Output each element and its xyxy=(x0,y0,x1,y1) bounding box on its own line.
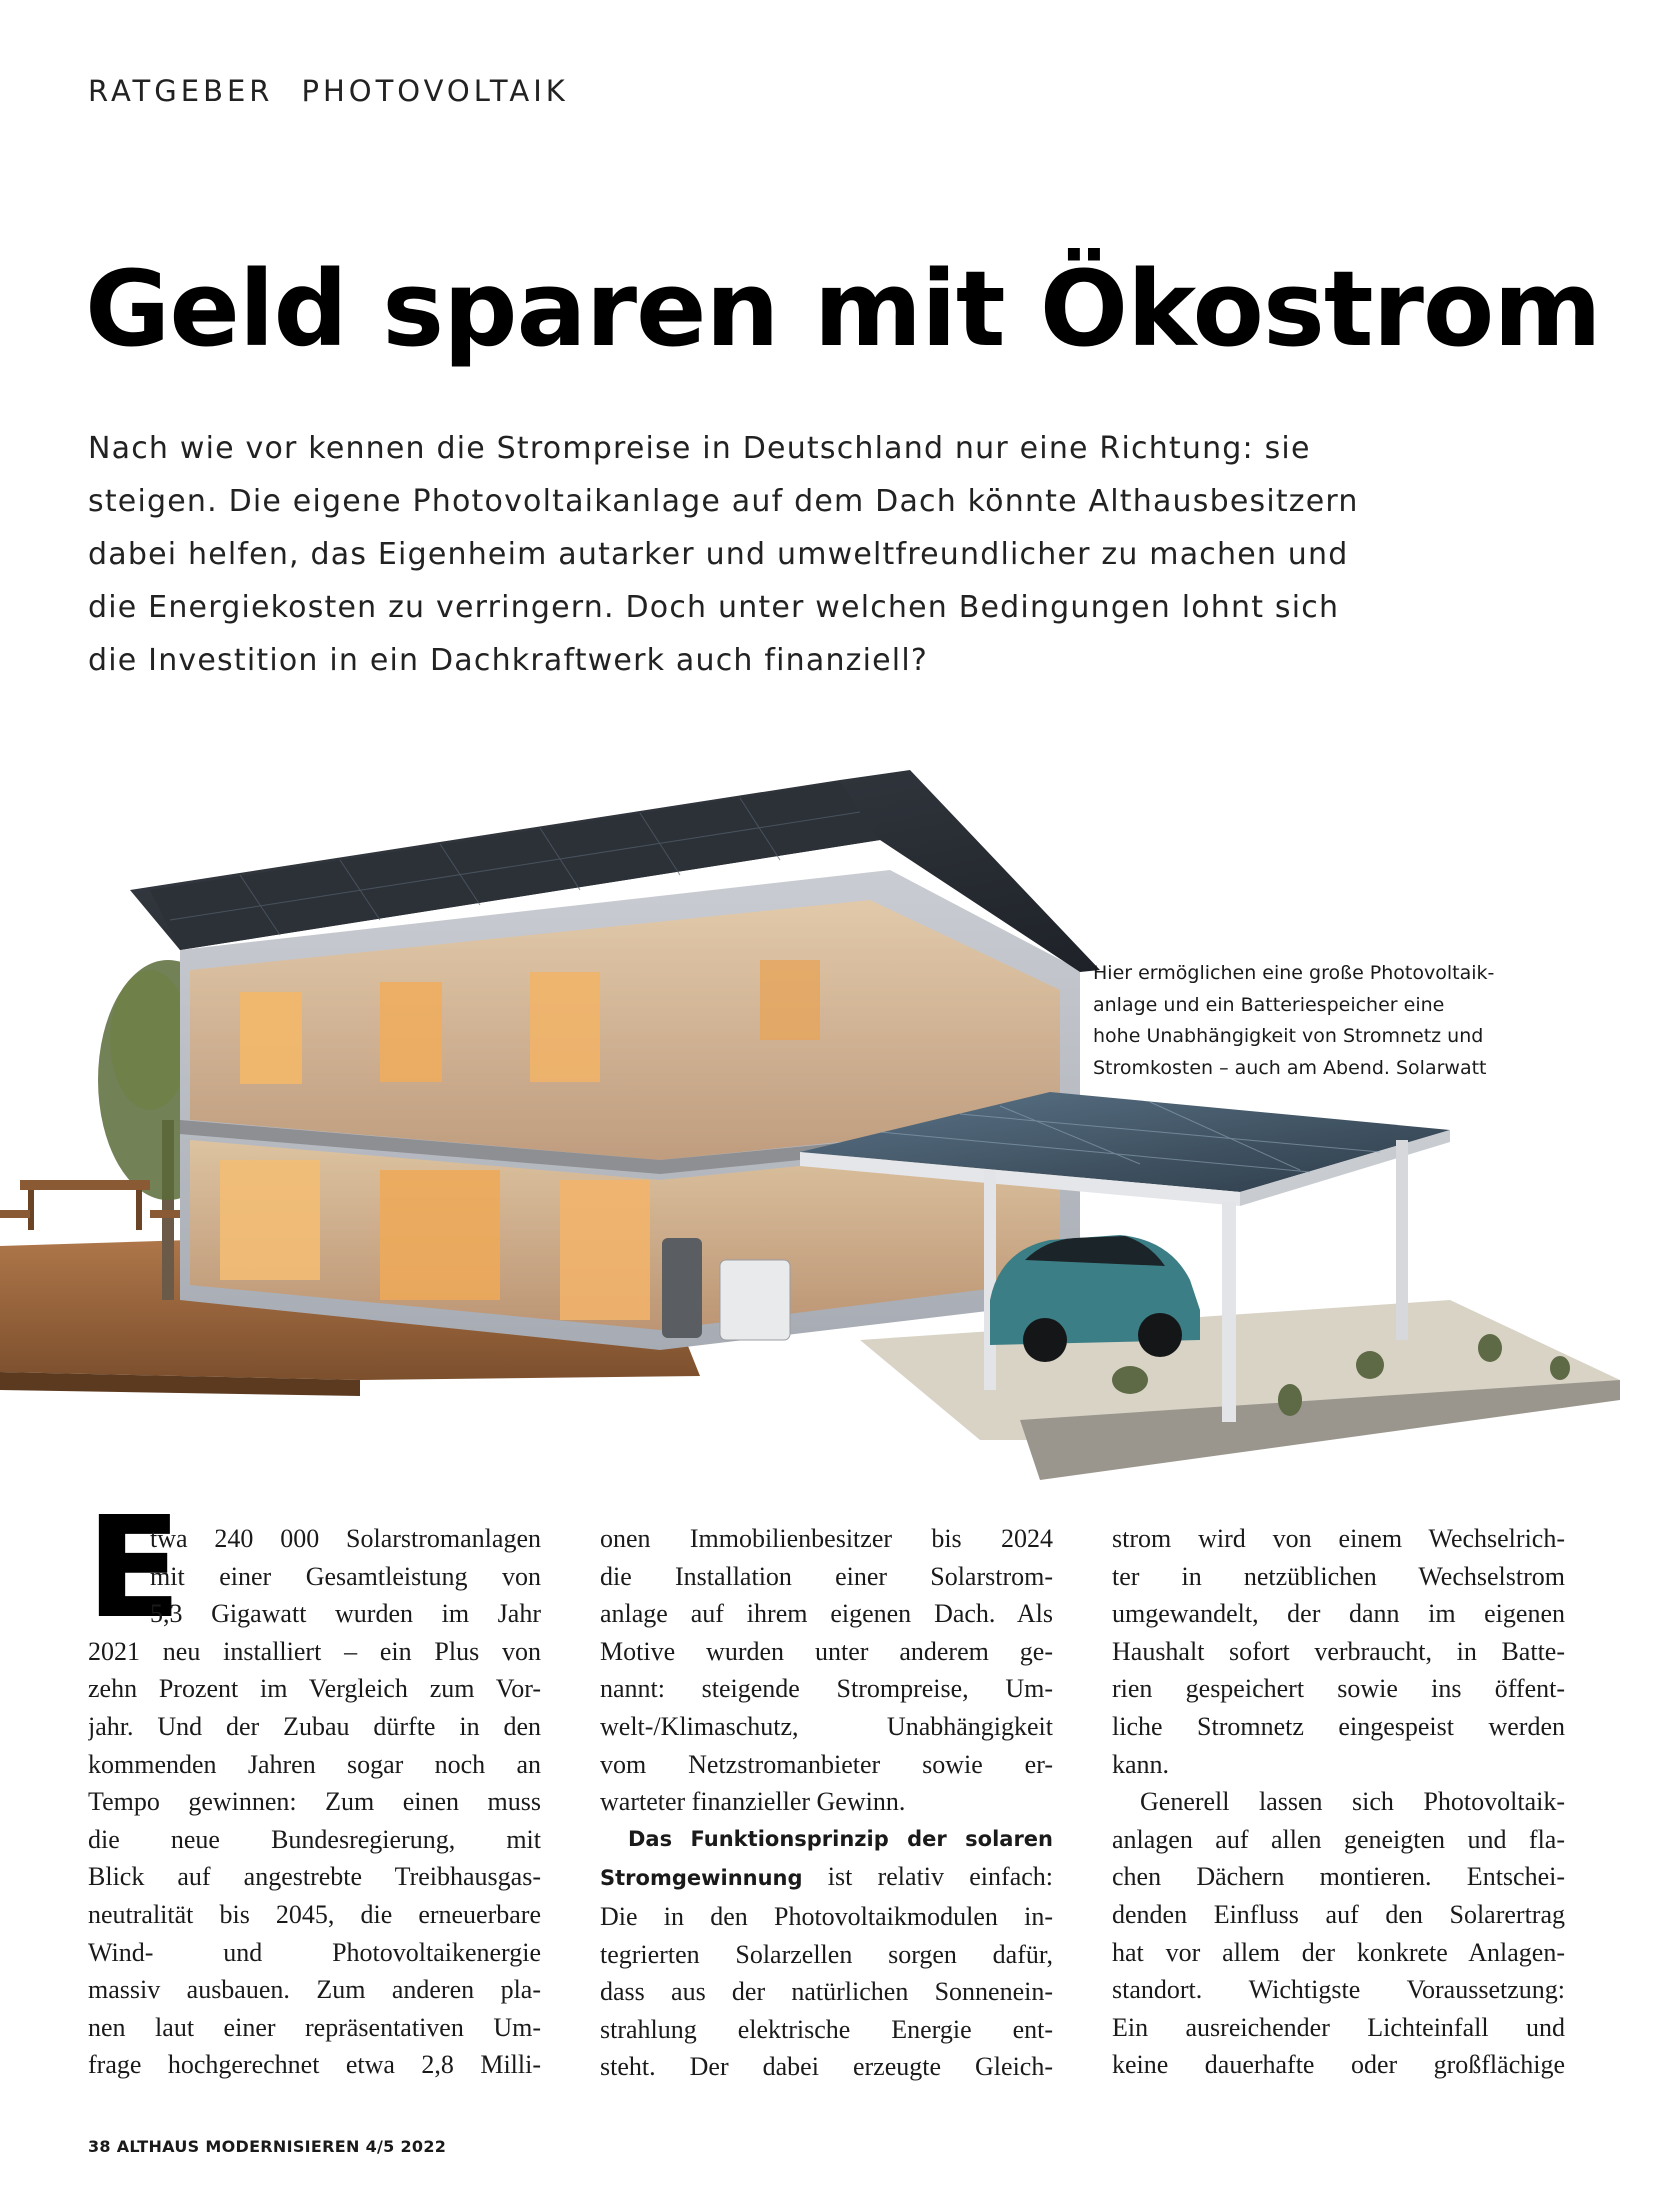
section-label: RATGEBER xyxy=(88,74,274,108)
body-line: ter in netzüblichen Wechselstrom xyxy=(1112,1561,1565,1591)
body-line: Generell lassen sich Photovoltaik- xyxy=(1140,1787,1565,1817)
intro-line: Nach wie vor kennen die Strompreise in Deutschland nur eine Richtung: sie xyxy=(88,431,1311,466)
body-line: Die in den Photovoltaikmodulen in- xyxy=(600,1901,1053,1931)
body-line: anlagen auf allen geneigten und fla- xyxy=(1112,1824,1565,1854)
issue-number: 4/5 2022 xyxy=(365,2137,447,2156)
body-line: warteter finanzieller Gewinn. xyxy=(600,1787,906,1817)
body-line: rien gespeichert sowie ins öffent- xyxy=(1112,1674,1565,1704)
intro-line: steigen. Die eigene Photovoltaikanlage auf dem Dach könnte Althausbesitzern xyxy=(88,484,1359,519)
body-line: nen laut einer repräsentativen Um- xyxy=(88,2012,541,2042)
body-line: vom Netzstromanbieter sowie er- xyxy=(600,1749,1053,1779)
article-headline: Geld sparen mit Ökostrom xyxy=(85,248,1601,370)
page-footer xyxy=(88,2137,446,2156)
body-line: denden Einfluss auf den Solarertrag xyxy=(1112,1899,1565,1929)
body-line xyxy=(600,1858,1053,1898)
body-line: tegrierten Solarzellen sorgen dafür, xyxy=(600,1939,1053,1969)
body-line: anlage auf ihrem eigenen Dach. Als xyxy=(600,1599,1053,1629)
body-line-text: ist relativ einfach: xyxy=(802,1862,1053,1892)
drop-cap: E xyxy=(86,1487,182,1650)
body-line: umgewandelt, der dann im eigenen xyxy=(1112,1599,1565,1629)
body-line: strom wird von einem Wechselrich- xyxy=(1112,1524,1565,1553)
body-line: 5,3 Gigawatt wurden im Jahr xyxy=(150,1599,541,1629)
body-line: strahlung elektrische Energie ent- xyxy=(600,2014,1053,2044)
body-line: die Installation einer Solarstrom- xyxy=(600,1561,1053,1591)
body-column-1 xyxy=(88,1520,541,2084)
house xyxy=(180,870,1080,1350)
body-line: hat vor allem der konkrete Anlagen- xyxy=(1112,1937,1565,1967)
article-intro xyxy=(88,422,1508,687)
caption-line: Hier ermöglichen eine große Photovoltaik- xyxy=(1093,962,1495,984)
body-line: Motive wurden unter anderem ge- xyxy=(600,1636,1053,1666)
body-line: liche Stromnetz eingespeist werden xyxy=(1112,1711,1565,1741)
body-line: massiv ausbauen. Zum anderen pla- xyxy=(88,1975,541,2005)
body-line: keine dauerhafte oder großflächige xyxy=(1112,2050,1565,2080)
body-column-2 xyxy=(600,1520,1053,2086)
magazine-name: ALTHAUS MODERNISIEREN xyxy=(116,2137,360,2156)
page-number: 38 xyxy=(88,2137,111,2156)
image-caption xyxy=(1093,958,1563,1084)
body-line: chen Dächern montieren. Entschei- xyxy=(1112,1862,1565,1892)
body-line: steht. Der dabei erzeugte Gleich- xyxy=(600,2052,1053,2082)
intro-line: dabei helfen, das Eigenheim autarker und umweltfreundlicher zu machen und xyxy=(88,537,1349,572)
body-line: 2021 neu installiert – ein Plus von xyxy=(88,1636,541,1666)
caption-line: anlage und ein Batteriespeicher eine xyxy=(1093,993,1445,1016)
house-illustration xyxy=(0,740,1653,1480)
body-line: Haushalt sofort verbraucht, in Batte- xyxy=(1112,1636,1565,1666)
caption-line: Stromkosten – auch am Abend. Solarwatt xyxy=(1093,1056,1487,1079)
body-line: nannt: steigende Strompreise, Um- xyxy=(600,1674,1053,1704)
intro-line: die Energiekosten zu verringern. Doch unter welchen Bedingungen lohnt sich xyxy=(88,590,1340,625)
body-line: Ein ausreichender Lichteinfall und xyxy=(1112,2012,1565,2042)
body-line: mit einer Gesamtleistung von xyxy=(150,1561,541,1591)
body-column-3 xyxy=(1112,1520,1565,2084)
body-line: welt-/Klimaschutz, Unabhängigkeit xyxy=(600,1711,1053,1741)
body-line: jahr. Und der Zubau dürfte in den xyxy=(88,1711,541,1741)
subhead-lead-in-end: Stromgewinnung xyxy=(600,1866,803,1891)
body-line: neutralität bis 2045, die erneuerbare xyxy=(88,1899,541,1929)
body-line: zehn Prozent im Vergleich zum Vor- xyxy=(88,1674,541,1704)
body-line: kann. xyxy=(1112,1749,1170,1779)
body-line: frage hochgerechnet etwa 2,8 Milli- xyxy=(88,2050,541,2080)
subhead-lead-in: Das Funktionsprinzip der solaren xyxy=(628,1826,1053,1851)
body-line: dass aus der natürlichen Sonnenein- xyxy=(600,1977,1053,2007)
section-kicker xyxy=(88,74,569,108)
body-line: die neue Bundesregierung, mit xyxy=(88,1824,541,1854)
body-line: onen Immobilienbesitzer bis 2024 xyxy=(600,1524,1053,1553)
caption-line: hohe Unabhängigkeit von Stromnetz und xyxy=(1093,1025,1484,1047)
intro-line: die Investition in ein Dachkraftwerk auch finanziell? xyxy=(88,643,928,678)
driveway xyxy=(860,1300,1620,1480)
body-line: standort. Wichtigste Voraussetzung: xyxy=(1112,1975,1565,2005)
body-line: Tempo gewinnen: Zum einen muss xyxy=(88,1787,541,1817)
body-line: twa 240 000 Solarstromanlagen xyxy=(150,1524,541,1553)
topic-label: PHOTOVOLTAIK xyxy=(301,74,569,108)
body-line: kommenden Jahren sogar noch an xyxy=(88,1749,541,1779)
body-line: Wind- und Photovoltaikenergie xyxy=(88,1937,541,1967)
body-line: Blick auf angestrebte Treibhausgas- xyxy=(88,1862,541,1892)
